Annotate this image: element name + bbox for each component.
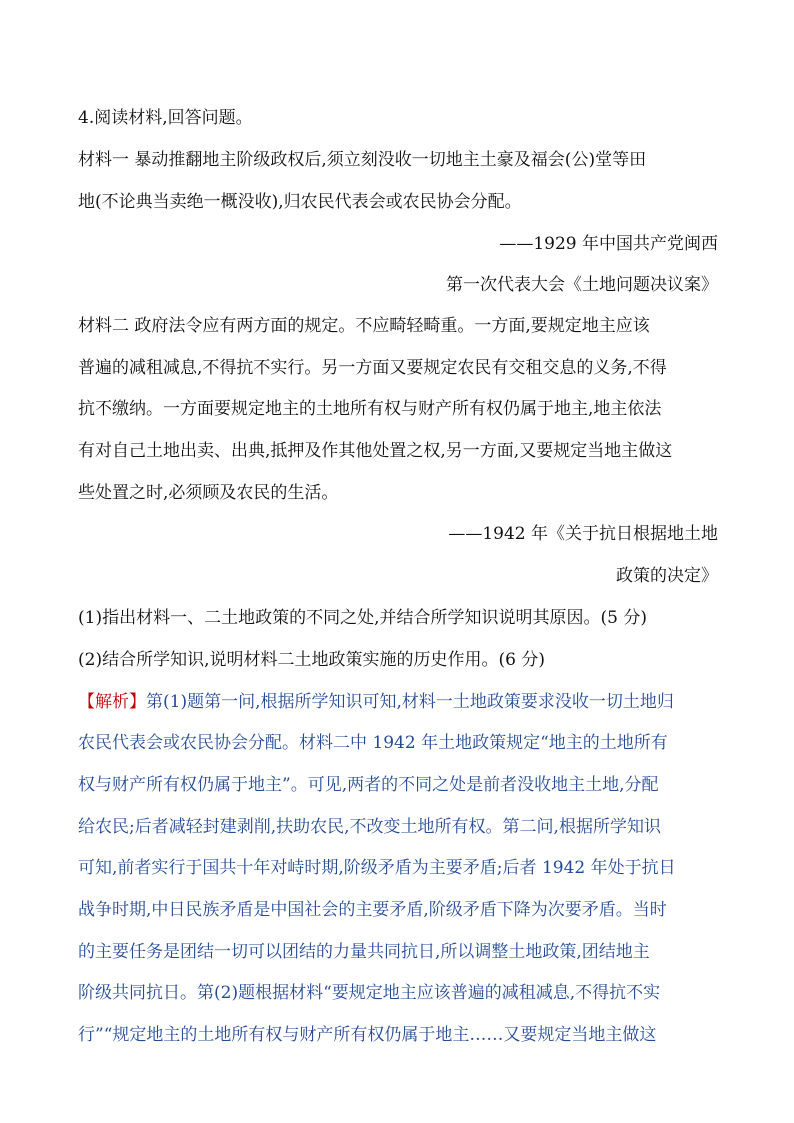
analysis-line-7: 的主要任务是团结一切可以团结的力量共同抗日,所以调整土地政策,团结地主 [78,942,650,962]
analysis-line-4: 给农民;后者减轻封建剥削,扶助农民,不改变土地所有权。第二问,根据所学知识 [78,817,661,837]
analysis-line-2: 农民代表会或农民协会分配。材料二中 1942 年土地政策规定“地主的土地所有 [78,733,668,753]
analysis-line-6: 战争时期,中日民族矛盾是中国社会的主要矛盾,阶级矛盾下降为次要矛盾。当时 [78,900,667,920]
analysis-line-3: 权与财产所有权仍属于地主”。可见,两者的不同之处是前者没收地主土地,分配 [78,775,659,795]
analysis-line-8: 阶级共同抗日。第(2)题根据材料“要规定地主应该普遍的减租减息,不得抗不实 [78,983,661,1003]
question-header: 4.阅读材料,回答问题。 [78,108,253,128]
material-1-source-line-1: ——1929 年中国共产党闽西 [499,234,718,254]
analysis-line-9: 行”“规定地主的土地所有权与财产所有权仍属于地主……又要规定当地主做这 [78,1025,657,1045]
question-2: (2)结合所学知识,说明材料二土地政策实施的历史作用。(6 分) [78,650,545,670]
material-2-line-3: 抗不缴纳。一方面要规定地主的土地所有权与财产所有权仍属于地主,地主依法 [78,399,662,419]
material-2-source-line-1: ——1942 年《关于抗日根据地土地 [448,524,718,544]
material-1-line-1: 材料一 暴动推翻地主阶级政权后,须立刻没收一切地主土豪及福会(公)堂等田 [78,150,647,170]
analysis-tag: 【解析】 [78,692,146,712]
material-2-line-4: 有对自己土地出卖、出典,抵押及作其他处置之权,另一方面,又要规定当地主做这 [78,441,673,461]
material-2-line-2: 普遍的减租减息,不得抗不实行。另一方面又要规定农民有交租交息的义务,不得 [78,358,667,378]
analysis-line-1 [78,690,718,714]
material-1-line-2: 地(不论典当卖绝一概没收),归农民代表会或农民协会分配。 [78,192,522,212]
analysis-line-5: 可知,前者实行于国共十年对峙时期,阶级矛盾为主要矛盾;后者 1942 年处于抗日 [78,858,676,878]
material-2-source-line-2: 政策的决定》 [616,566,718,586]
material-2-line-5: 些处置之时,必须顾及农民的生活。 [78,483,339,503]
analysis-text-1: 第(1)题第一问,根据所学知识可知,材料一土地政策要求没收一切土地归 [146,692,674,712]
question-1: (1)指出材料一、二土地政策的不同之处,并结合所学知识说明其原因。(5 分) [78,608,647,628]
material-1-source-line-2: 第一次代表大会《土地问题决议案》 [446,275,718,295]
material-2-line-1: 材料二 政府法令应有两方面的规定。不应畸轻畸重。一方面,要规定地主应该 [78,316,650,336]
